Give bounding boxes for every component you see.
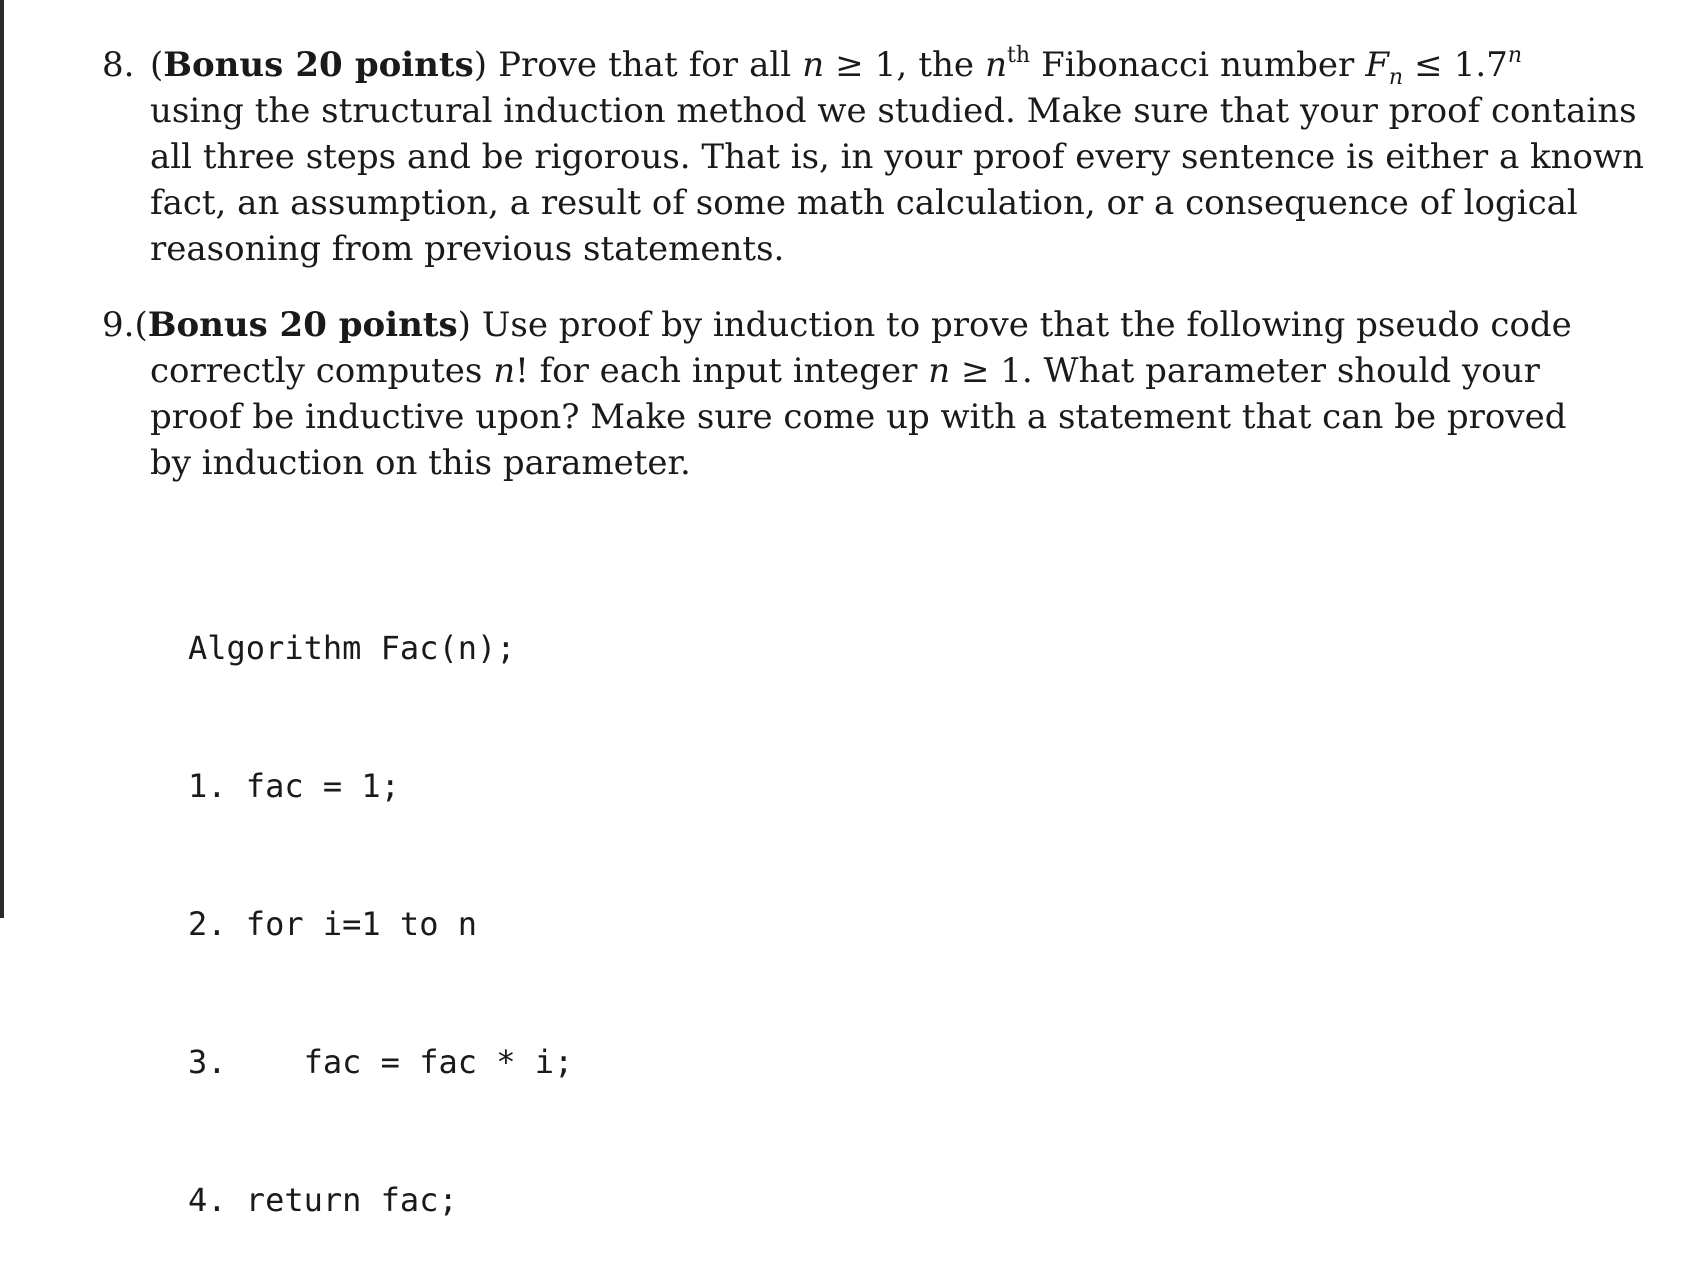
code-line: Algorithm Fac(n); xyxy=(188,629,516,667)
code-line: 2. for i=1 to n xyxy=(188,905,477,943)
problem-8-line-3: all three steps and be rigorous. That is, in your proof every sentence is either a known xyxy=(150,137,1644,177)
problem-8-number: 8. xyxy=(102,45,135,85)
problem-8-line-2: using the structural induction method we studied. Make sure that your proof contains xyxy=(150,91,1637,131)
problem-8-line-1: 8. (Bonus 20 points) Prove that for all n ≥ 1, the $n^{th}$ Fibonacci number $F_n \le 1.7^n$ xyxy=(102,43,1522,90)
problem-9-line-4: by induction on this parameter. xyxy=(150,443,691,483)
code-line: 4. return fac; xyxy=(188,1181,458,1219)
problem-8 xyxy=(102,42,1644,272)
bonus-label: Bonus 20 points xyxy=(147,305,458,345)
left-window-edge xyxy=(0,0,4,918)
code-line: 1. fac = 1; xyxy=(188,767,400,805)
problem-8-line-5: reasoning from previous statements. xyxy=(150,229,785,269)
problem-9-number: 9. xyxy=(102,305,135,345)
problem-9-line-1: 9. (Bonus 20 points) Use proof by induction to prove that the following pseudo code xyxy=(102,302,1522,348)
pseudo-code-block xyxy=(188,533,573,1269)
problem-8-line-4: fact, an assumption, a result of some math calculation, or a consequence of logical xyxy=(150,183,1578,223)
problem-9-line-3: proof be inductive upon? Make sure come up with a statement that can be proved xyxy=(150,397,1567,437)
code-line: 3. fac = fac * i; xyxy=(188,1043,574,1081)
problem-9-line-2: correctly computes n! for each input integer n ≥ 1. What parameter should your xyxy=(150,351,1540,391)
bonus-label: Bonus 20 points xyxy=(163,45,474,85)
problem-9 xyxy=(102,302,1572,486)
